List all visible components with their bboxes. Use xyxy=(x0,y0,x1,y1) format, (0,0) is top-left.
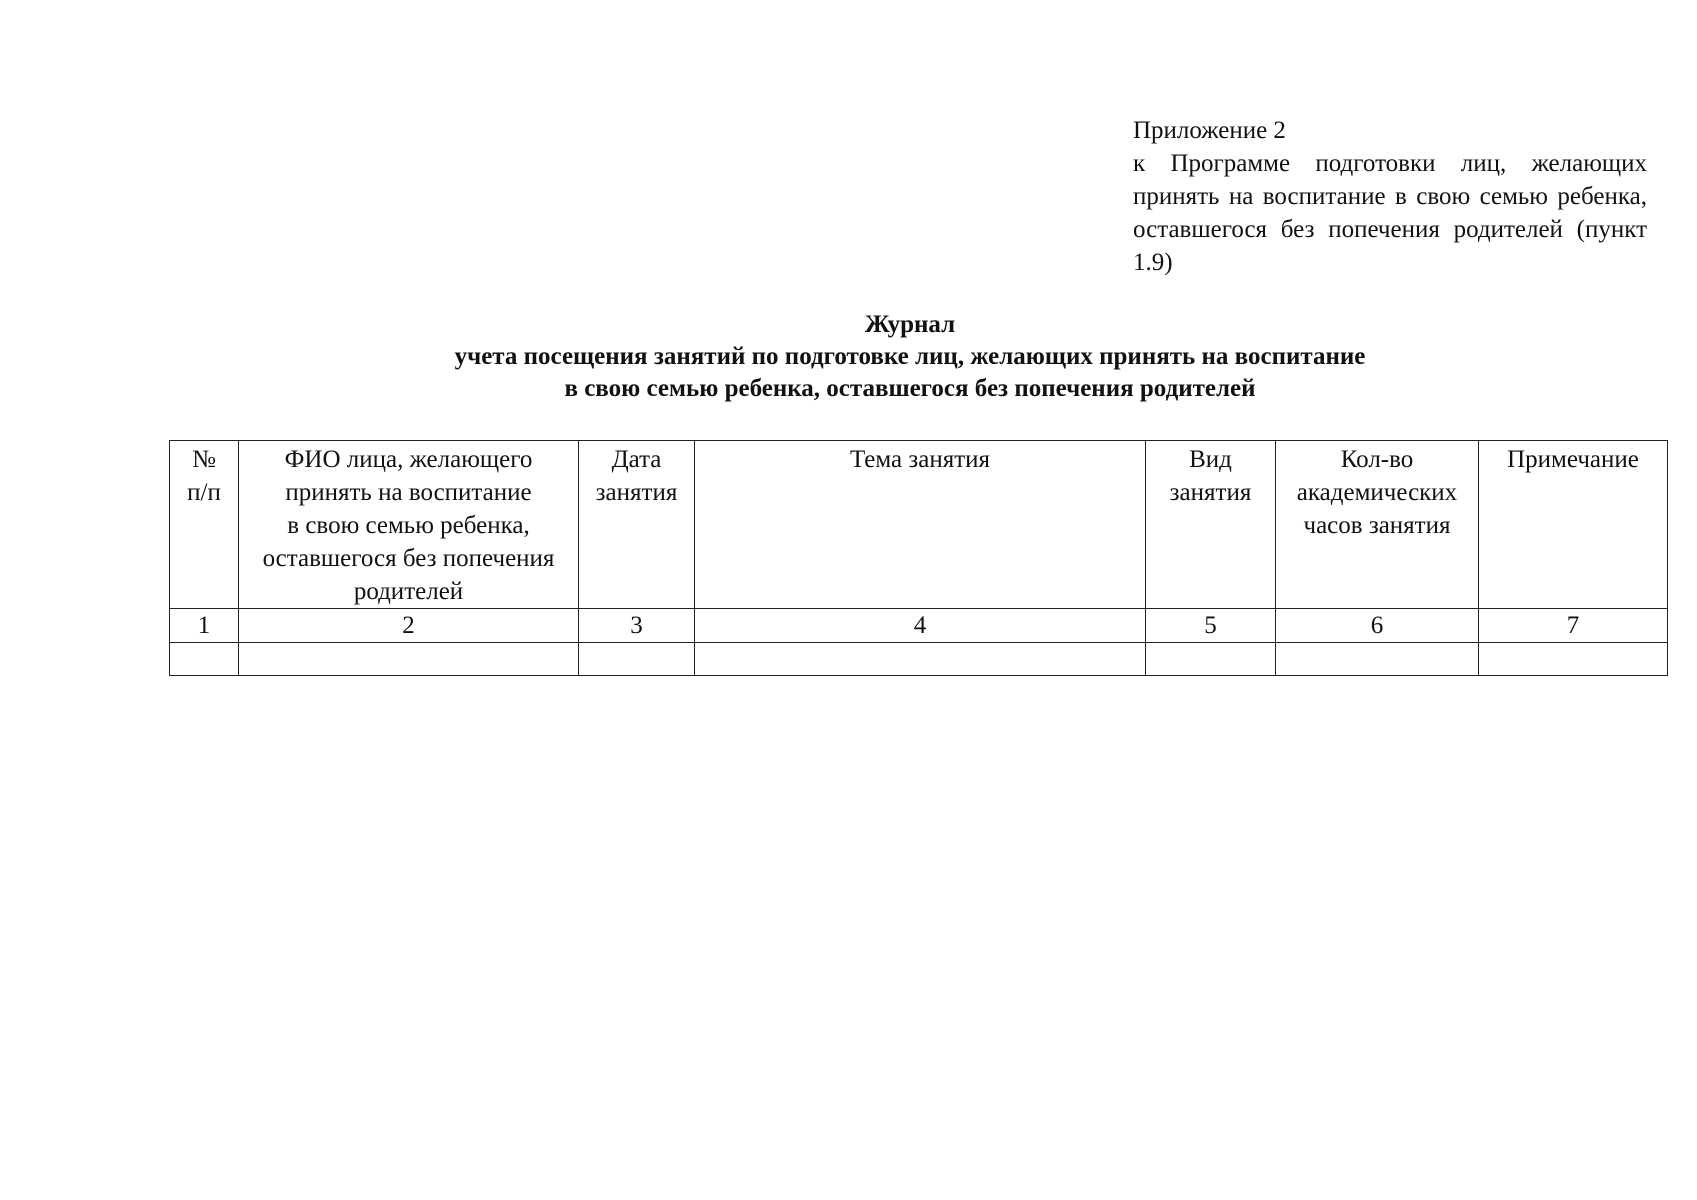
column-number: 7 xyxy=(1479,609,1668,643)
header-cell-hours: Кол-во академических часов занятия xyxy=(1276,441,1479,609)
empty-cell xyxy=(1479,643,1668,676)
title-line-1: Журнал xyxy=(864,311,956,338)
header-cell-type: Вид занятия xyxy=(1146,441,1276,609)
column-number: 2 xyxy=(239,609,579,643)
empty-cell xyxy=(1276,643,1479,676)
appendix-block xyxy=(1133,114,1647,279)
header-cell-full-name: ФИО лица, желающего принять на воспитание в свою семью ребенка, оставшегося без попечения родителей xyxy=(239,441,579,609)
column-number: 3 xyxy=(579,609,695,643)
empty-cell xyxy=(695,643,1146,676)
header-cell-number: № п/п xyxy=(170,441,239,609)
empty-entry-row xyxy=(170,643,1668,676)
header-cell-topic: Тема занятия xyxy=(695,441,1146,609)
header-cell-date: Дата занятия xyxy=(579,441,695,609)
attendance-journal-table xyxy=(169,440,1668,676)
column-number: 1 xyxy=(170,609,239,643)
header-cell-note: Примечание xyxy=(1479,441,1668,609)
title-line-3: в свою семью ребенка, оставшегося без попечения родителей xyxy=(564,375,1256,402)
empty-cell xyxy=(170,643,239,676)
document-title xyxy=(160,309,1660,405)
column-number: 5 xyxy=(1146,609,1276,643)
appendix-title: Приложение 2 xyxy=(1133,117,1286,144)
table-header-row xyxy=(170,441,1668,609)
empty-cell xyxy=(1146,643,1276,676)
title-line-2: учета посещения занятий по подготовке лиц, желающих принять на воспитание xyxy=(454,343,1366,370)
empty-cell xyxy=(579,643,695,676)
column-number: 4 xyxy=(695,609,1146,643)
column-number-row xyxy=(170,609,1668,643)
empty-cell xyxy=(239,643,579,676)
appendix-text: к Программе подготовки лиц, желающих принять на воспитание в свою семью ребенка, оставшегося без попечения родителей (пункт 1.9) xyxy=(1133,150,1647,276)
column-number: 6 xyxy=(1276,609,1479,643)
